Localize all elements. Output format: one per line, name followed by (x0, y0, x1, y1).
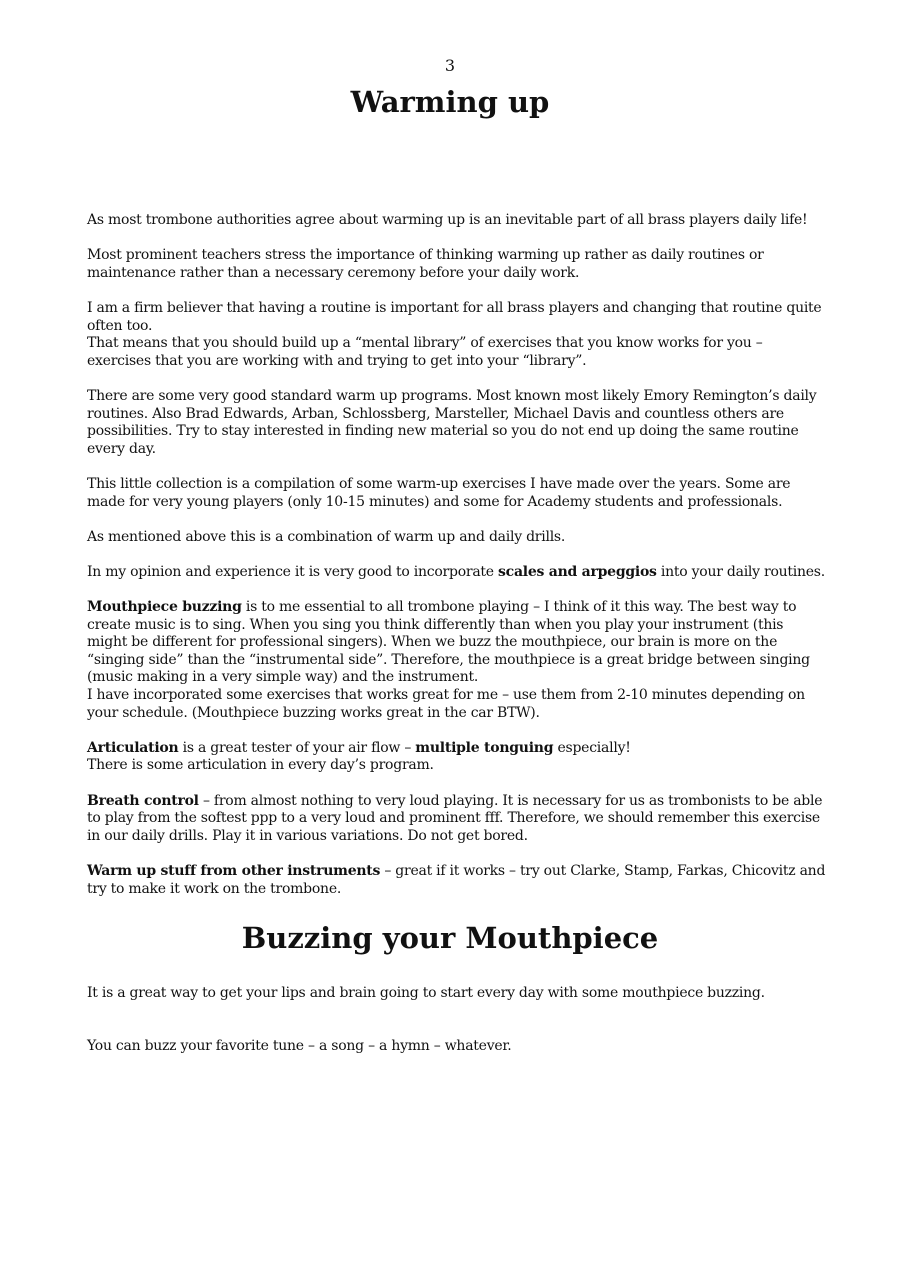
paragraph-teachers: Most prominent teachers stress the importance of thinking warming up rather as daily routines or maintenance rather than a necessary ceremony before your daily work. (87, 247, 764, 281)
breath-control-emphasis: Breath control (87, 792, 199, 809)
paragraph-standard-programs: There are some very good standard warm up programs. Most known most likely Emory Remington’s daily routines. Also Brad Edwards, Arban, Schlossberg, Marsteller, Michael Davis and countless others are possibilities. Try to stay interested in finding new material so you do not end up doing the same routine every day. (87, 387, 817, 457)
scales-text-pre: In my opinion and experience it is very good to incorporate (87, 563, 499, 580)
breath-control-text: – from almost nothing to very loud playing. It is necessary for us as trombonists to be able to play from the softest ppp to a very loud and prominent fff. Therefore, we should remember this exercise in our daily drills. Play it in various variations. Do not get bored. (87, 792, 823, 844)
paragraph-exercises: I have incorporated some exercises that works great for me – use them from 2-10 minutes depending on your schedule. (Mouthpiece buzzing works great in the car BTW). (87, 687, 805, 721)
warming-up-body (87, 212, 827, 916)
scales-emphasis: scales and arpeggios (498, 563, 657, 580)
mouthpiece-buzzing-text: is to me essential to all trombone playing – I think of it this way. The best way to create music is to sing. When you sing you think differently than when you play your instrument (this might be different for professional singers). When we buzz the mouthpiece, our brain is more on the “singing side” than the “instrumental side”. Therefore, the mouthpiece is a great bridge between singing (music making in a very simple way) and the instrument. (87, 599, 810, 686)
paragraph-intro: As most trombone authorities agree about warming up is an inevitable part of all brass players daily life! (87, 212, 808, 228)
scales-text-post: into your daily routines. (656, 563, 825, 580)
mouthpiece-buzzing-emphasis: Mouthpiece buzzing (87, 599, 242, 616)
articulation-emphasis: Articulation (87, 739, 179, 756)
paragraph-combination: As mentioned above this is a combination of warm up and daily drills. (87, 528, 566, 545)
buzzing-paragraph-1: It is a great way to get your lips and brain going to start every day with some mouthpiece buzzing. (87, 985, 765, 1001)
paragraph-articulation-program: There is some articulation in every day’s program. (87, 757, 434, 774)
paragraph-breath-control (87, 793, 827, 846)
paragraph-routine: I am a firm believer that having a routine is important for all brass players and changing that routine quite often too. (87, 299, 822, 334)
other-instruments-text: – great if it works – try out Clarke, Stamp, Farkas, Chicovitz and try to make it work on the trombone. (87, 862, 826, 897)
articulation-text: is a great tester of your air flow – (178, 739, 416, 756)
section-title-buzzing: Buzzing your Mouthpiece (241, 921, 659, 955)
other-instruments-emphasis: Warm up stuff from other instruments (87, 862, 381, 879)
paragraph-collection: This little collection is a compilation of some warm-up exercises I have made over the years. Some are made for very young players (only 10-15 minutes) and some for Academy students and professionals. (87, 475, 791, 510)
page-number: 3 (444, 56, 456, 75)
articulation-text-post: especially! (553, 739, 631, 756)
multiple-tonguing-emphasis: multiple tonguing (415, 739, 554, 756)
page-title: Warming up (350, 85, 550, 119)
paragraph-mental-library: That means that you should build up a “mental library” of exercises that you know works for you – exercises that you are working with and trying to get into your “library”. (87, 335, 763, 369)
paragraph-other-instruments (87, 863, 827, 898)
buzzing-paragraph-2: You can buzz your favorite tune – a song – a hymn – whatever. (87, 1038, 512, 1054)
paragraph-articulation (87, 740, 827, 758)
paragraph-mouthpiece-buzzing (87, 599, 827, 687)
paragraph-scales (87, 564, 827, 582)
